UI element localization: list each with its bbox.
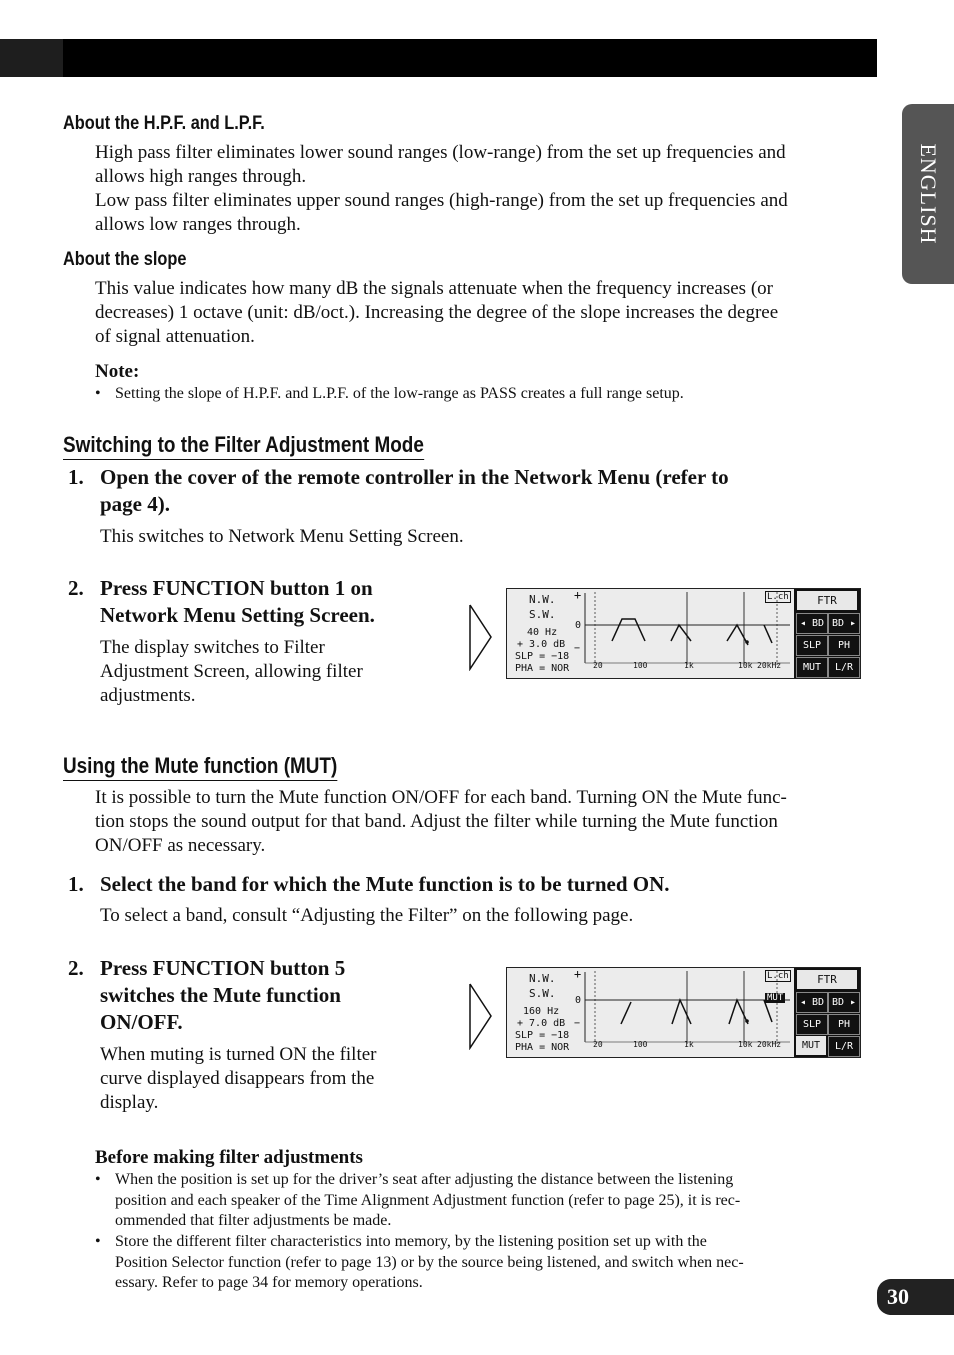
band-prev-button[interactable]: ◂ BD [796,992,828,1013]
step-number: 1. [68,465,84,489]
screen-readout [507,968,585,1057]
slope-line: This value indicates how many dB the signals attenuate when the frequency increases (or [95,278,773,299]
nw-label: N.W. [529,593,556,606]
plus-label: + [574,588,582,602]
tick-label: 20 [593,661,603,670]
minus-label: − [574,643,581,654]
mute-step2 [100,955,430,1036]
filter-step1-desc: This switches to Network Menu Setting Screen. [100,526,464,547]
bullet-line: ommended that filter adjustments be made. [115,1212,392,1229]
intro-line: tion stops the sound output for that band. Adjust the filter while turning the Mute function [95,811,778,832]
bullet-line: When the position is set up for the driver’s seat after adjusting the distance between the listening [115,1171,734,1188]
channel-badge: L.ch [767,592,789,602]
language-tab-label: ENGLISH [916,143,941,245]
band-prev-button[interactable]: ◂ BD [796,613,828,634]
filter-mode-heading: Switching to the Filter Adjustment Mode [63,432,424,460]
tick-label: 20kHz [757,661,782,670]
bullet-line: Position Selector function (refer to page 13) or by the source being listened, and switch when nec- [115,1253,744,1271]
step-line: page 4). [100,492,170,516]
minus-label: − [574,1018,581,1029]
tick-label: 20kHz [757,1040,782,1049]
slope-button[interactable]: SLP [796,635,828,656]
before-title: Before making filter adjustments [95,1147,363,1168]
step-number: 2. [68,956,84,980]
step-line: Press FUNCTION button 1 on [100,576,373,600]
step-line: Open the cover of the remote controller in the Network Menu (refer to [100,465,729,489]
function-button-panel [794,968,860,1057]
bullet-dot: • [95,1171,101,1188]
screen-readout [507,589,585,678]
filter-screen-2 [506,967,861,1058]
frequency-value: 40 Hz [527,627,558,638]
mute-step2-desc [100,1043,430,1115]
tick-label: 1k [684,661,694,670]
slope-heading: About the slope [63,249,187,270]
bullet-line: Store the different filter characteristics into memory, by the listening position set up with the [115,1233,707,1250]
hpf-paragraph [95,141,865,237]
header-bar-accent [0,39,63,77]
tick-label: 20 [593,1040,603,1049]
slope-value: SLP = −18 [515,651,570,662]
band-next-button[interactable]: BD ▸ [828,613,860,634]
header-bar [0,39,877,77]
step-line: Press FUNCTION button 5 [100,956,346,980]
hpf-line: Low pass filter eliminates upper sound ranges (high-range) from the set up frequencies and [95,190,788,211]
intro-line: It is possible to turn the Mute function ON/OFF for each band. Turning ON the Mute func- [95,787,787,808]
ftr-button[interactable]: FTR [797,591,857,610]
desc-line: adjustments. [100,685,196,706]
sw-label: S.W. [529,608,556,621]
step-line: Network Menu Setting Screen. [100,603,375,627]
mute-step1-desc: To select a band, consult “Adjusting the Filter” on the following page. [100,905,634,926]
phase-value: PHA = NOR [515,1042,570,1053]
mute-button[interactable]: MUT [796,1036,826,1055]
page-number: 30 [887,1284,909,1309]
intro-line: ON/OFF as necessary. [95,835,266,856]
filter-screen-1 [506,588,861,679]
phase-value: PHA = NOR [515,663,570,674]
nw-label: N.W. [529,972,556,985]
hpf-line: High pass filter eliminates lower sound ranges (low-range) from the set up frequencies and [95,142,786,163]
hpf-heading: About the H.P.F. and L.P.F. [63,113,265,134]
ftr-button[interactable]: FTR [797,970,857,989]
bullet-line: essary. Refer to page 34 for memory operations. [115,1274,423,1291]
hpf-line: allows high ranges through. [95,166,307,187]
slope-line: decreases) 1 octave (unit: dB/oct.). Increasing the degree of the slope increases the degree [95,302,779,323]
bullet-line: position and each speaker of the Time Alignment Adjustment function (refer to page 25), it is rec- [115,1191,741,1209]
phase-button[interactable]: PH [828,635,860,656]
page-number-badge [877,1279,954,1315]
channel-badge: L.ch [767,971,789,981]
step-line: ON/OFF. [100,1010,183,1034]
mute-step1: Select the band for which the Mute function is to be turned ON. [100,872,670,896]
tick-label: 1k [684,1040,694,1049]
slope-paragraph [95,277,865,349]
gain-value: + 7.0 dB [517,1018,566,1029]
note-title: Note: [95,361,140,382]
note-bullet: Setting the slope of H.P.F. and L.P.F. of the low-range as PASS creates a full range setup. [115,385,684,402]
filter-step2 [100,575,440,629]
desc-line: The display switches to Filter [100,637,325,658]
bullet-dot: • [95,1233,101,1250]
gain-value: + 3.0 dB [517,639,566,650]
slope-button[interactable]: SLP [796,1014,828,1035]
tick-label: 100 [633,661,648,670]
step-number: 1. [68,872,84,896]
filter-step2-desc [100,636,420,708]
slope-line: of signal attenuation. [95,326,255,347]
hpf-line: allows low ranges through. [95,214,301,235]
mute-indicator-badge: MUT [767,993,784,1003]
sw-label: S.W. [529,987,556,1000]
band-next-button[interactable]: BD ▸ [828,992,860,1013]
slope-value: SLP = −18 [515,1030,570,1041]
language-tab [902,104,954,284]
before-bullet-1 [115,1170,875,1232]
filter-step1 [100,464,850,518]
step-line: switches the Mute function [100,983,341,1007]
bullet-dot: • [95,385,101,402]
before-bullet-2 [115,1232,875,1294]
arrow-right-icon [468,603,494,671]
phase-button[interactable]: PH [828,1014,860,1035]
tick-label: 10k [738,661,753,670]
mute-heading: Using the Mute function (MUT) [63,753,337,781]
mute-button[interactable]: MUT [796,657,828,678]
desc-line: display. [100,1092,159,1113]
function-button-panel [794,589,860,678]
tick-label: 100 [633,1040,648,1049]
tick-label: 10k [738,1040,753,1049]
desc-line: Adjustment Screen, allowing filter [100,661,363,682]
zero-label: 0 [575,995,582,1006]
desc-line: curve displayed disappears from the [100,1068,375,1089]
left-right-button[interactable]: L/R [828,657,860,678]
left-right-button[interactable]: L/R [828,1036,860,1057]
frequency-value: 160 Hz [523,1006,560,1017]
desc-line: When muting is turned ON the filter [100,1044,377,1065]
plus-label: + [574,967,582,981]
arrow-right-icon [468,982,494,1050]
mute-intro [95,786,865,858]
zero-label: 0 [575,620,582,631]
step-number: 2. [68,576,84,600]
